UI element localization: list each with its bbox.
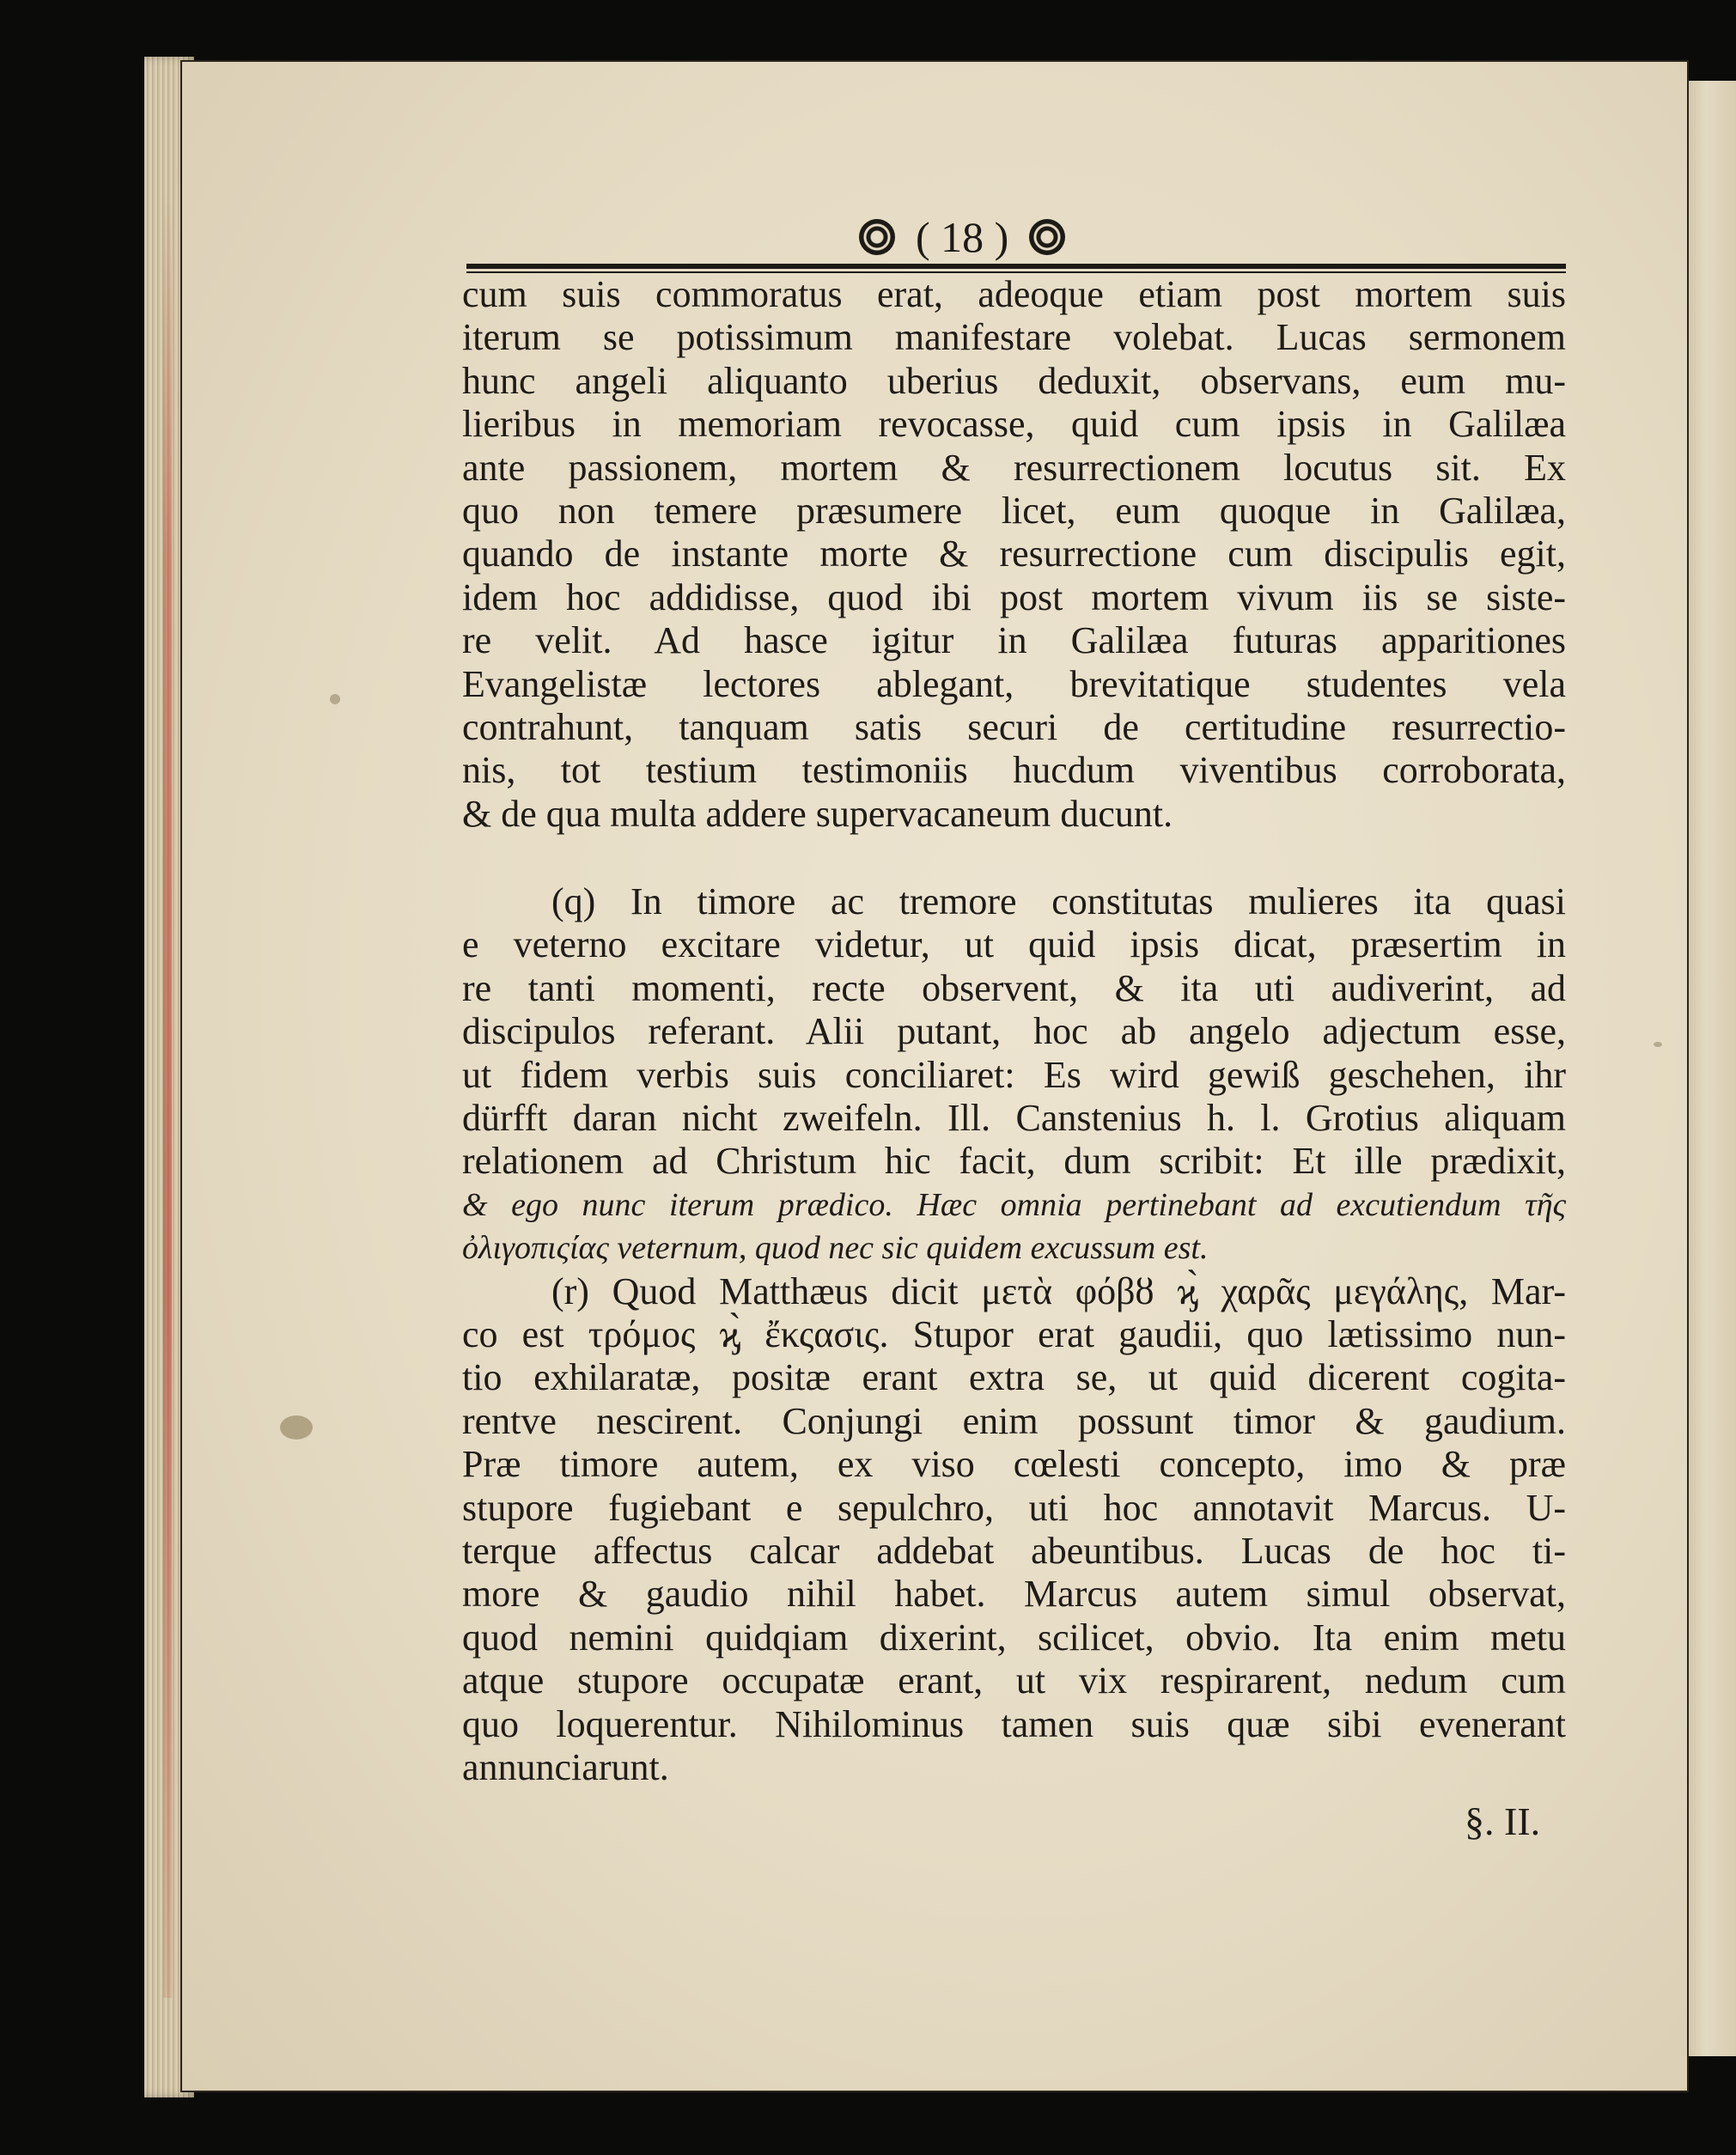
facing-page-edge xyxy=(1685,81,1736,2056)
text-line: hunc angeli aliquanto uberius deduxit, observans, eum mu- xyxy=(462,359,1566,402)
note-r xyxy=(462,1270,1566,1790)
text-line: nis, tot testium testimoniis hucdum viventibus corroborata, xyxy=(462,749,1566,792)
text-line: atque stupore occupatæ erant, ut vix respirarent, nedum cum xyxy=(462,1659,1566,1702)
text-line: co est τρόμος ϗ̀ ἔκςασις. Stupor erat gaudii, quo lætissimo nun- xyxy=(462,1312,1566,1355)
paper-speck xyxy=(330,694,340,704)
text-line: (q) In timore ac tremore constitutas mulieres ita quasi xyxy=(551,880,1566,923)
text-line: more & gaudio nihil habet. Marcus autem simul observat, xyxy=(462,1573,1566,1616)
text-line: rentve nescirent. Conjungi enim possunt timor & gaudium. xyxy=(462,1399,1566,1442)
page-header xyxy=(859,211,1065,263)
text-line: ante passionem, mortem & resurrectionem locutus sit. Ex xyxy=(462,446,1566,489)
rosette-ornament-right-icon xyxy=(1029,219,1065,255)
text-line: discipulos referant. Alii putant, hoc ab angelo adjectum esse, xyxy=(462,1010,1566,1053)
text-line: contrahunt, tanquam satis securi de certitudine resurrectio- xyxy=(462,705,1566,748)
text-line: quando de instante morte & resurrectione cum discipulis egit, xyxy=(462,533,1566,575)
note-q xyxy=(462,880,1566,1270)
text-line: ὀλιγοπιςίας veternum, quod nec sic quidem excussum est. xyxy=(462,1230,1209,1267)
text-line: ut fidem verbis suis conciliaret: Es wird gewiß geschehen, ihr xyxy=(462,1053,1566,1096)
text-line: relationem ad Christum hic facit, dum scribit: Et ille prædixit, xyxy=(462,1140,1566,1183)
text-line: dürfft daran nicht zweifeln. Ill. Canstenius h. l. Grotius aliquam xyxy=(462,1097,1566,1140)
text-line: iterum se potissimum manifestare volebat. Lucas sermonem xyxy=(462,316,1566,359)
text-line: cum suis commoratus erat, adeoque etiam post mortem suis xyxy=(462,273,1566,315)
text-line: e veterno excitare videtur, ut quid ipsis dicat, præsertim in xyxy=(462,923,1566,966)
text-line: lieribus in memoriam revocasse, quid cum ipsis in Galilæa xyxy=(462,403,1566,446)
text-line: idem hoc addidisse, quod ibi post mortem vivum iis se siste- xyxy=(462,575,1566,618)
page-text xyxy=(462,273,1566,1789)
text-line: annunciarunt. xyxy=(462,1745,669,1788)
text-line: (r) Quod Matthæus dicit μετὰ φόβȣ ϗ̀ χαρᾶς μεγάλης, Mar- xyxy=(551,1269,1566,1312)
header-rule xyxy=(466,264,1566,273)
text-line: Evangelistæ lectores ablegant, brevitatique studentes vela xyxy=(462,662,1566,705)
text-line: & de qua multa addere supervacaneum ducunt. xyxy=(462,792,1173,835)
text-line: stupore fugiebant e sepulchro, uti hoc annotavit Marcus. U- xyxy=(462,1486,1566,1529)
catchword: §. II. xyxy=(1465,1799,1541,1843)
text-line: & ego nunc iterum prædico. Hæc omnia pertinebant ad excutiendum τῆς xyxy=(462,1186,1566,1223)
rosette-ornament-left-icon xyxy=(859,219,895,255)
text-line: quod nemini quidqiam dixerint, scilicet, obvio. Ita enim metu xyxy=(462,1616,1566,1659)
text-line: quo non temere præsumere licet, eum quoque in Galilæa, xyxy=(462,489,1566,532)
paragraph-main xyxy=(462,273,1566,836)
text-line: Præ timore autem, ex viso cœlesti concepto, imo & præ xyxy=(462,1443,1566,1486)
text-line: quo loquerentur. Nihilominus tamen suis quæ sibi evenerant xyxy=(462,1702,1566,1745)
paper-stain xyxy=(280,1415,313,1440)
text-line: re velit. Ad hasce igitur in Galilæa futuras apparitiones xyxy=(462,619,1566,662)
text-line: tio exhilaratæ, positæ erant extra se, ut quid dicerent cogita- xyxy=(462,1356,1566,1399)
text-line: terque affectus calcar addebat abeuntibus. Lucas de hoc ti- xyxy=(462,1529,1566,1572)
page-number: ( 18 ) xyxy=(916,213,1009,261)
text-line: re tanti momenti, recte observent, & ita uti audiverint, ad xyxy=(462,966,1566,1009)
paragraph-gap xyxy=(462,836,1566,880)
red-edge-stain xyxy=(163,194,172,1998)
paper-speck xyxy=(1654,1042,1662,1047)
